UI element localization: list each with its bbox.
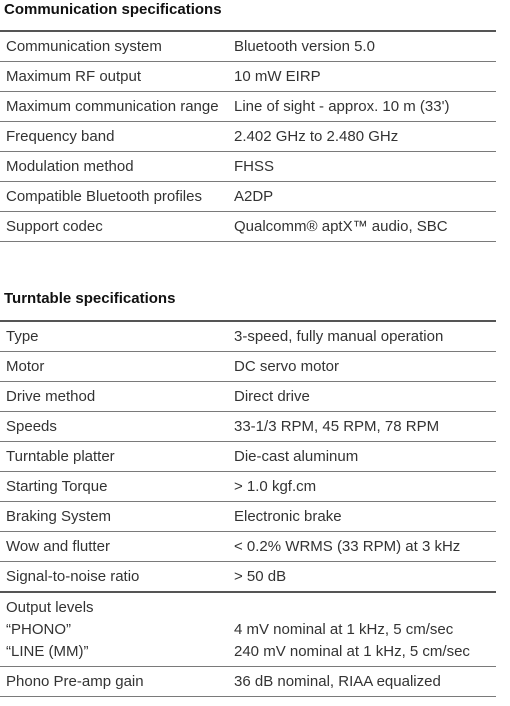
spec-label: Compatible Bluetooth profiles [0,182,228,212]
spec-value: A2DP [228,182,496,212]
spec-value: 10 mW EIRP [228,62,496,92]
spec-label: Wow and flutter [0,532,228,562]
line-value: 240 mV nominal at 1 kHz, 5 cm/sec [234,643,470,660]
table-row [0,352,496,382]
spec-value: 3-speed, fully manual operation [228,321,496,352]
table-row [0,122,496,152]
spec-label: Maximum communication range [0,92,228,122]
table-row [0,412,496,442]
table-row [0,152,496,182]
spec-value: 36 dB nominal, RIAA equalized [228,667,496,697]
table-row [0,62,496,92]
spec-label: Modulation method [0,152,228,182]
spec-label: Drive method [0,382,228,412]
spec-value: < 0.2% WRMS (33 RPM) at 3 kHz [228,532,496,562]
spec-value: FHSS [228,152,496,182]
spec-label: Motor [0,352,228,382]
spec-label: Braking System [0,502,228,532]
spec-value: Electronic brake [228,502,496,532]
spec-label [0,592,228,667]
table-row [0,667,496,697]
table-row [0,562,496,593]
table-row [0,321,496,352]
spec-value [228,592,496,667]
spec-label: Type [0,321,228,352]
spec-value: Qualcomm® aptX™ audio, SBC [228,212,496,242]
turntable-specs-table [0,320,496,697]
spec-label: Turntable platter [0,442,228,472]
table-row [0,31,496,62]
spec-label: Communication system [0,31,228,62]
spec-label: Signal-to-noise ratio [0,562,228,593]
spec-value: Bluetooth version 5.0 [228,31,496,62]
spec-label: Support codec [0,212,228,242]
table-row [0,212,496,242]
table-row [0,182,496,212]
communication-specs-title: Communication specifications [4,1,222,18]
spec-label: Maximum RF output [0,62,228,92]
table-row [0,92,496,122]
phono-label: “PHONO” [6,621,71,638]
spec-label: Frequency band [0,122,228,152]
spec-value: Direct drive [228,382,496,412]
table-row [0,472,496,502]
spec-value: Die-cast aluminum [228,442,496,472]
turntable-specs-title: Turntable specifications [4,290,176,307]
line-label: “LINE (MM)” [6,643,89,660]
table-row [0,442,496,472]
table-row [0,382,496,412]
table-row [0,502,496,532]
spec-value: > 1.0 kgf.cm [228,472,496,502]
output-levels-label: Output levels [6,599,94,616]
communication-specs-table [0,30,496,242]
table-row [0,532,496,562]
spec-value: 33-1/3 RPM, 45 RPM, 78 RPM [228,412,496,442]
phono-value: 4 mV nominal at 1 kHz, 5 cm/sec [234,621,454,638]
spec-label: Phono Pre-amp gain [0,667,228,697]
spec-value: 2.402 GHz to 2.480 GHz [228,122,496,152]
spec-value: > 50 dB [228,562,496,593]
spec-label: Speeds [0,412,228,442]
table-row [0,592,496,667]
spec-label: Starting Torque [0,472,228,502]
spec-value: Line of sight - approx. 10 m (33') [228,92,496,122]
spec-value: DC servo motor [228,352,496,382]
